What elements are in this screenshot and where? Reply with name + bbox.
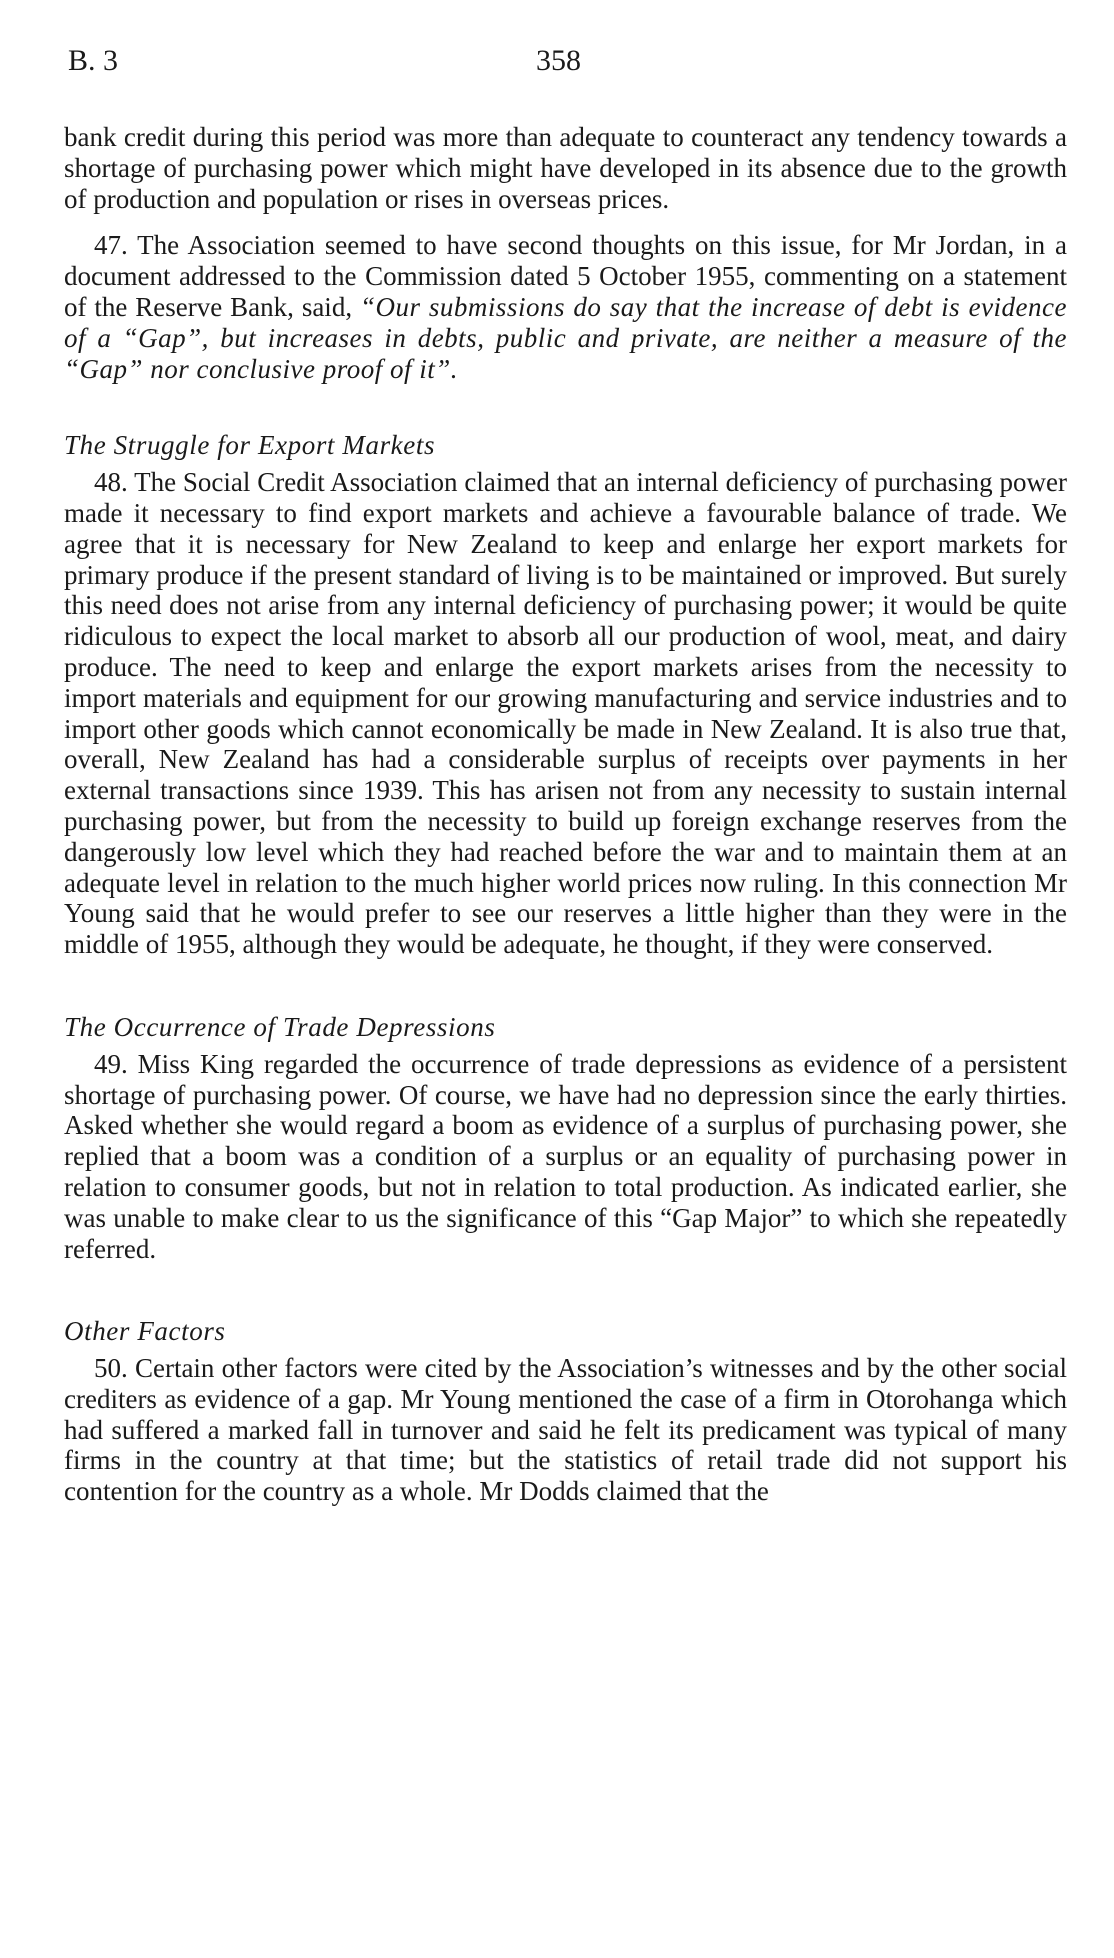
section-heading-export-markets: The Struggle for Export Markets xyxy=(64,430,436,461)
paragraph-50: 50. Certain other factors were cited by the Association’s witnesses and by the other social crediters as evidence of a gap. Mr Young mentioned the case of a firm in Otorohanga which had suffered a marked fall in turnover and said he felt its predicament was typical of many firms in the country at that time; but the statistics of retail trade did not support his contention for the country as a whole. Mr Dodds claimed that the xyxy=(64,1353,1067,1507)
section-heading-other-factors: Other Factors xyxy=(64,1316,226,1347)
paragraph-47 xyxy=(64,230,1067,384)
page-header xyxy=(68,44,1058,84)
document-reference: B. 3 xyxy=(68,44,119,77)
paragraph-49: 49. Miss King regarded the occurrence of trade depressions as evidence of a persistent shortage of purchasing power. Of course, we have had no depression since the early thirties. Asked whether she would regard a boom as evidence of a surplus of purchasing power, she replied that a boom was a condition of a surplus or an equality of purchasing power in relation to consumer goods, but not in relation to total production. As indicated earlier, she was unable to make clear to us the significance of this “Gap Major” to which she repeatedly referred. xyxy=(64,1048,1067,1264)
paragraph-47-text: 47. The Association seemed to have second thoughts on this issue, for Mr Jordan, in a document addressed to the Commission dated 5 October 1955, commenting on a statement of the Reserve Bank, said, xyxy=(64,230,1067,322)
paragraph-continued: bank credit during this period was more than adequate to counteract any tendency towards a shortage of purchasing power which might have developed in its absence due to the growth of production and population or rises in overseas prices. xyxy=(64,122,1067,214)
page-body xyxy=(64,122,1067,1507)
page-number: 358 xyxy=(536,44,581,77)
section-heading-trade-depressions: The Occurrence of Trade Depressions xyxy=(64,1011,496,1042)
paragraph-47-quote: “Our submissions do say that the increase of debt is evidence of a “Gap”, but increases in debts, public and private, are neither a measure of the “Gap” nor conclusive proof of it”. xyxy=(64,291,1068,384)
paragraph-48: 48. The Social Credit Association claimed that an internal deficiency of purchasing power made it necessary to find export markets and achieve a favourable balance of trade. We agree that it is necessary for New Zealand to keep and enlarge her export markets for primary produce if the present standard of living is to be maintained or improved. But surely this need does not arise from any internal deficiency of purchasing power; it would be quite ridiculous to expect the local market to absorb all our production of wool, meat, and dairy produce. The need to keep and enlarge the export markets arises from the necessity to import materials and equipment for our growing manufacturing and service industries and to import other goods which cannot economically be made in New Zealand. It is also true that, overall, New Zealand has had a considerable surplus of receipts over payments in her external transactions since 1939. This has arisen not from any necessity to sustain internal purchasing power, but from the necessity to build up foreign exchange reserves from the dangerously low level which they had reached before the war and to maintain them at an adequate level in relation to the much higher world prices now ruling. In this connection Mr Young said that he would prefer to see our reserves a little higher than they were in the middle of 1955, although they would be adequate, he thought, if they were conserved. xyxy=(64,467,1067,960)
